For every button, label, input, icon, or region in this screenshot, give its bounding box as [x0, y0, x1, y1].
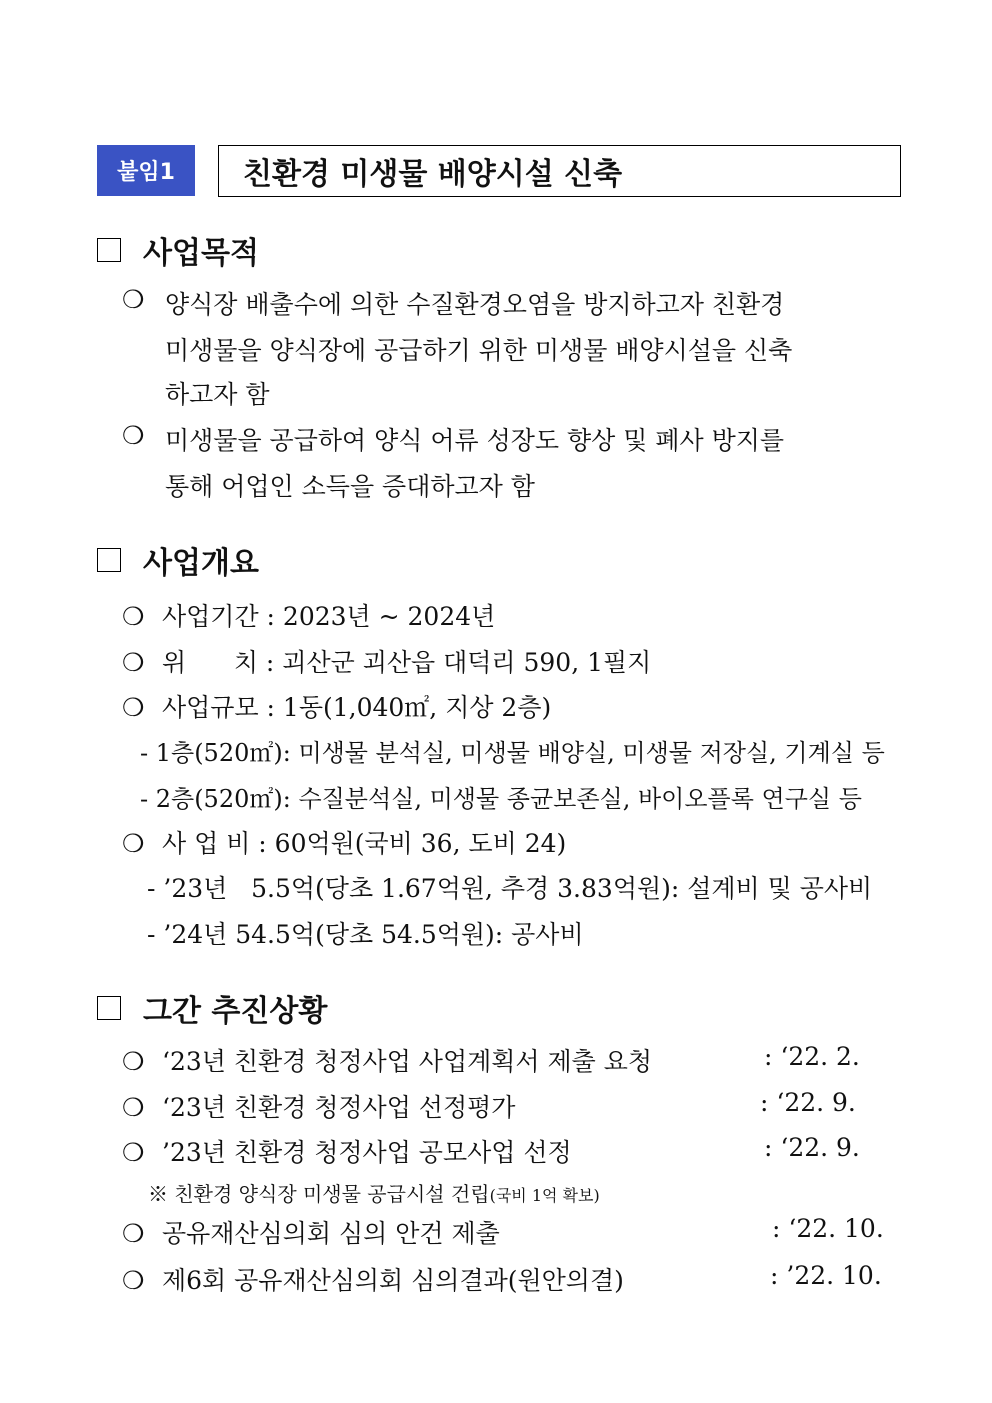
circle-bullet-icon: ❍: [122, 648, 145, 677]
circle-bullet-icon: ❍: [122, 1138, 145, 1167]
progress-text: 제6회 공유재산심의회 심의결과(원안의결): [162, 1266, 624, 1295]
circle-bullet-icon: ❍: [122, 285, 145, 314]
list-item: [122, 421, 162, 450]
location-text: 위 치 : 괴산군 괴산읍 대덕리 590, 1필지: [162, 648, 652, 677]
section-title: 그간 추진상황: [143, 994, 328, 1029]
checkbox-icon: [97, 996, 121, 1020]
attachment-badge: 붙임1: [97, 145, 195, 196]
note-small: (국비 1억 확보): [489, 1186, 600, 1205]
circle-bullet-icon: ❍: [122, 693, 145, 722]
circle-bullet-icon: ❍: [122, 1219, 145, 1248]
list-item: [122, 824, 566, 860]
list-item: [122, 688, 551, 724]
section-title: 사업목적: [143, 236, 259, 271]
period-text: 사업기간 : 2023년 ~ 2024년: [162, 602, 496, 631]
document-title-box: [218, 145, 901, 197]
progress-date: : ‘22. 9.: [760, 1088, 856, 1117]
progress-date: : ‘22. 2.: [764, 1042, 860, 1071]
note-main: ※ 친환경 양식장 미생물 공급시설 건립: [148, 1182, 490, 1206]
floor1-text: - 1층(520㎡): 미생물 분석실, 미생물 배양실, 미생물 저장실, 기계실 등: [140, 739, 885, 767]
progress-text: 공유재산심의회 심의 안건 제출: [162, 1219, 500, 1248]
circle-bullet-icon: ❍: [122, 1047, 145, 1076]
circle-bullet-icon: ❍: [122, 829, 145, 858]
progress-item: [122, 1042, 652, 1078]
circle-bullet-icon: ❍: [122, 1093, 145, 1122]
note-text: [148, 1178, 600, 1207]
checkbox-icon: [97, 548, 121, 572]
purpose-line-5: 통해 어업인 소득을 증대하고자 함: [165, 472, 535, 501]
purpose-line-2: 미생물을 양식장에 공급하기 위한 미생물 배양시설을 신축: [165, 336, 793, 365]
progress-item: [122, 1261, 624, 1297]
budget-2024-text: - ’24년 54.5억(당초 54.5억원): 공사비: [147, 920, 584, 949]
progress-text: ‘23년 친환경 청정사업 선정평가: [162, 1093, 516, 1122]
progress-item: [122, 1133, 572, 1169]
progress-text: ‘23년 친환경 청정사업 사업계획서 제출 요청: [162, 1047, 653, 1076]
floor2-text: - 2층(520㎡): 수질분석실, 미생물 종균보존실, 바이오플록 연구실 등: [140, 785, 862, 813]
purpose-line-1: [165, 285, 885, 321]
section-title: 사업개요: [143, 546, 259, 581]
list-item: [122, 285, 162, 314]
progress-text: ’23년 친환경 청정사업 공모사업 선정: [162, 1138, 572, 1167]
budget-text: 사 업 비 : 60억원(국비 36, 도비 24): [162, 829, 567, 858]
progress-item: [122, 1214, 500, 1250]
list-item: [122, 597, 495, 633]
circle-bullet-icon: ❍: [122, 1266, 145, 1295]
document-title: 친환경 미생물 배양시설 신축: [243, 157, 623, 192]
circle-bullet-icon: ❍: [122, 421, 145, 450]
progress-date: : ‘22. 9.: [764, 1133, 860, 1162]
progress-item: [122, 1088, 515, 1124]
checkbox-icon: [97, 238, 121, 262]
purpose-line-3: 하고자 함: [165, 380, 270, 409]
budget-2023-text: - ’23년 5.5억(당초 1.67억원, 추경 3.83억원): 설계비 및 공사비: [147, 874, 873, 903]
progress-date: : ’22. 10.: [770, 1261, 882, 1290]
section-heading-overview: [97, 538, 259, 582]
circle-bullet-icon: ❍: [122, 602, 145, 631]
text: 양식장 배출수에 의한 수질환경오염을 방지하고자 친환경: [165, 290, 785, 319]
progress-date: : ‘22. 10.: [772, 1214, 884, 1243]
section-heading-progress: [97, 986, 327, 1030]
purpose-line-4: 미생물을 공급하여 양식 어류 성장도 향상 및 폐사 방지를: [165, 426, 785, 455]
scale-text: 사업규모 : 1동(1,040㎡, 지상 2층): [162, 693, 552, 722]
section-heading-purpose: [97, 228, 259, 272]
list-item: [122, 643, 651, 679]
